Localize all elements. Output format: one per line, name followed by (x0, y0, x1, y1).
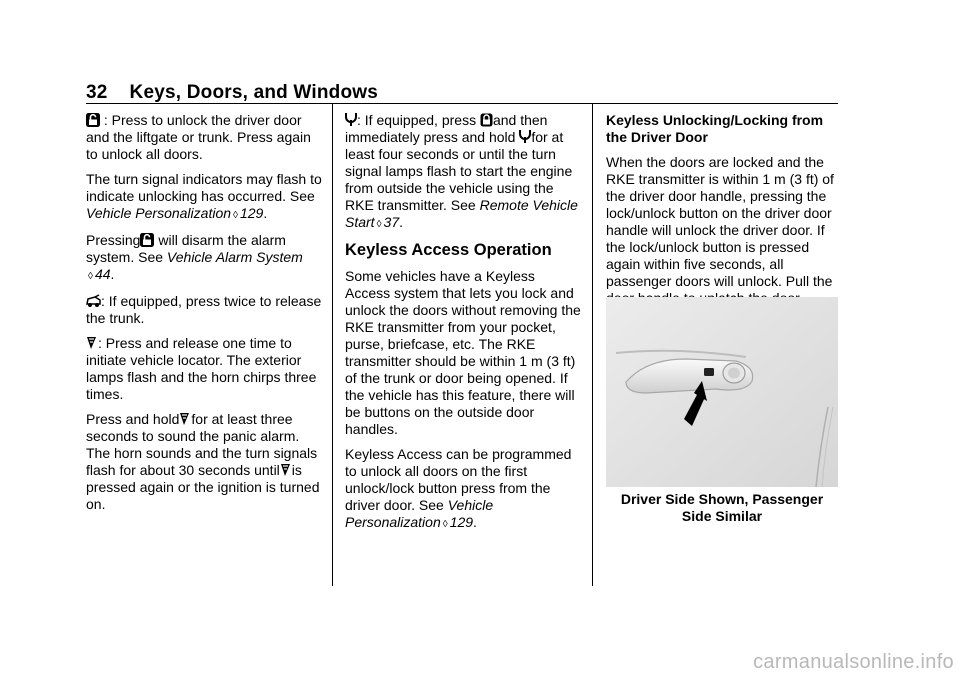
lock-icon (480, 113, 493, 127)
unlock-icon (140, 233, 154, 247)
page-reference-icon: ◊ (88, 271, 93, 282)
turn-signal-paragraph: The turn signal indicators may flash to indicate unlocking has occurred. See Vehicle Personalization ◊ 129. (86, 171, 322, 221)
trunk-paragraph: : If equipped, press twice to release the trunk. (86, 293, 322, 326)
column-2 (345, 112, 581, 541)
xref-page[interactable]: 129 (239, 205, 264, 221)
xref-link[interactable]: Remote Vehicle Start (345, 197, 578, 230)
chapter-title: Keys, Doors, and Windows (129, 82, 379, 103)
programming-paragraph: Keyless Access can be programmed to unlock all doors on the first unlock/lock button press from the driver door. See Vehicle Personalization ◊ 129. (345, 446, 572, 530)
door-handle-photo (606, 297, 838, 487)
subsection-heading: Keyless Unlocking/Locking from the Driver Door (606, 112, 824, 145)
column-divider-2 (592, 104, 593, 586)
xref-link[interactable]: Vehicle Personalization (86, 205, 232, 221)
header-rule (86, 103, 838, 104)
watermark: carmanualsonline.info (753, 651, 954, 673)
keyless-access-paragraph: Some vehicles have a Keyless Access system that lets you lock and unlock the doors without removing the RKE transmitter from your pocket, purse, briefcase, etc. The RKE transmitter should be within 1 m (3 ft) of the trunk or door being opened. If the vehicle has this feature, there will be buttons on the outside door handles. (345, 268, 581, 437)
remote-start-icon (519, 129, 531, 144)
xref-page[interactable]: 129 (449, 514, 474, 530)
page-reference-icon: ◊ (376, 219, 382, 230)
disarm-paragraph: Pressing will disarm the alarm system. See Vehicle Alarm System ◊ 44. (86, 232, 303, 282)
driver-door-paragraph: When the doors are locked and the RKE transmitter is within 1 m (3 ft) of the driver door handle, pressing the lock/unlock button on the driver door handle will unlock the driver door. If the lock/unlock button is pressed again within five seconds, all passenger doors will unlock. Pull the (606, 154, 834, 289)
remote-start-icon (345, 112, 357, 127)
trunk-release-icon (86, 294, 101, 308)
section-heading: Keyless Access Operation (345, 241, 552, 259)
locator-paragraph: : Press and release one time to initiate vehicle locator. The exterior lamps flash and the horn chirps three times. (86, 335, 317, 402)
remote-start-paragraph: : If equipped, press and then immediately press and hold for at least four seconds or until the turn signal lamps flash to start the engine from outside the vehicle using the RKE transmitter. See Remote Vehicle Start ◊ 37. (345, 112, 578, 230)
unlock-icon (86, 113, 100, 127)
page-number: 32 (86, 82, 108, 103)
figure-caption: Driver Side Shown, Passenger Side Similar (620, 491, 824, 524)
xref-page[interactable]: 44 (94, 266, 111, 282)
xref-page[interactable]: 37 (383, 214, 400, 230)
panic-paragraph: Press and hold for at least three seconds to sound the panic alarm. The horn sounds and the turn signals flash for about 30 seconds until is pressed again or the ignition is turned on. (86, 411, 320, 512)
page-reference-icon: ◊ (442, 519, 448, 530)
vehicle-locator-icon (280, 463, 292, 477)
unlock-paragraph: : Press to unlock the driver door and the liftgate or trunk. Press again to unlock all doors. (86, 112, 311, 162)
page-reference-icon: ◊ (233, 210, 238, 221)
xref-link[interactable]: Vehicle Alarm System (166, 249, 303, 265)
vehicle-locator-icon (86, 336, 98, 350)
column-divider-1 (332, 104, 333, 586)
xref-link[interactable]: Vehicle Personalization (345, 497, 494, 530)
column-1 (86, 112, 322, 521)
column-3 (606, 112, 838, 315)
page-header (86, 82, 378, 104)
vehicle-locator-icon (179, 412, 191, 426)
